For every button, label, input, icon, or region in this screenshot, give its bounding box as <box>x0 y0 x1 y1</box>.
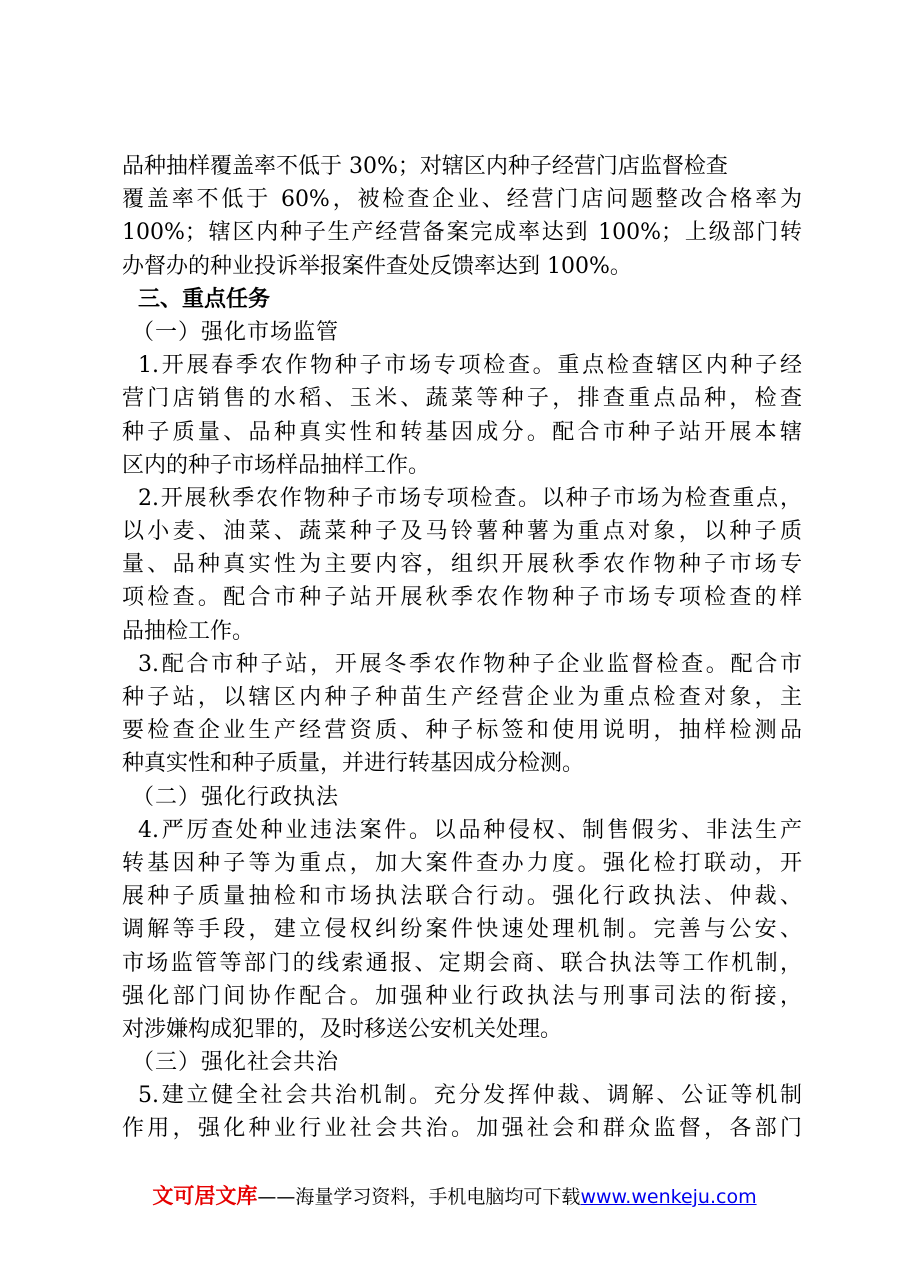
paragraph-line: 1.开展春季农作物种子市场专项检查。重点检查辖区内种子经 <box>138 353 802 379</box>
paragraph-line: 2.开展秋季农作物种子市场专项检查。以种子市场为检查重点， <box>138 485 802 511</box>
paragraph-line: 强化部门间协作配合。加强种业行政执法与刑事司法的衔接， <box>122 983 802 1009</box>
paragraph-line: 量、品种真实性为主要内容，组织开展秋季农作物种子市场专 <box>122 552 802 578</box>
paragraph-line: 以小麦、油菜、蔬菜种子及马铃薯种薯为重点对象，以种子质 <box>122 519 802 545</box>
paragraph-line: 市场监管等部门的线索通报、定期会商、联合执法等工作机制， <box>122 950 802 976</box>
paragraph-line: 品抽检工作。 <box>122 618 255 644</box>
paragraph-line: 种真实性和种子质量，并进行转基因成分检测。 <box>122 751 585 777</box>
paragraph-line: 种子站，以辖区内种子种苗生产经营企业为重点检查对象，主 <box>122 685 802 710</box>
paragraph-line: 5.建立健全社会共治机制。充分发挥仲裁、调解、公证等机制 <box>138 1083 802 1109</box>
paragraph-line: 区内的种子市场样品抽样工作。 <box>122 452 431 478</box>
paragraph-line: 调解等手段，建立侵权纠纷案件快速处理机制。完善与公安、 <box>122 917 802 943</box>
footer-tagline: ——海量学习资料，手机电脑均可下载 <box>257 1186 581 1208</box>
paragraph-line: 作用，强化种业行业社会共治。加强社会和群众监督，各部门 <box>122 1116 802 1142</box>
paragraph-line: 项检查。配合市种子站开展秋季农作物种子市场专项检查的样 <box>122 585 802 611</box>
paragraph-line: 100%；辖区内种子生产经营备案完成率达到 100%；上级部门转 <box>122 220 802 246</box>
footer-brand: 文可居文库 <box>152 1184 258 1208</box>
paragraph-line: 3.配合市种子站，开展冬季农作物种子企业监督检查。配合市 <box>138 651 802 677</box>
subsection-heading: （一）强化市场监管 <box>132 319 340 345</box>
subsection-heading: （二）强化行政执法 <box>132 784 340 810</box>
footer-link[interactable]: www.wenkeju.com <box>580 1186 757 1208</box>
paragraph-line: 办督办的种业投诉举报案件查处反馈率达到 100%。 <box>122 253 632 279</box>
paragraph-line: 种子质量、品种真实性和转基因成分。配合市种子站开展本辖 <box>122 419 802 445</box>
subsection-heading: （三）强化社会共治 <box>132 1050 340 1076</box>
document-body <box>122 150 802 1146</box>
paragraph-line: 转基因种子等为重点，加大案件查办力度。强化检打联动，开 <box>122 850 802 876</box>
paragraph-line: 4.严厉查处种业违法案件。以品种侵权、制售假劣、非法生产 <box>138 817 802 843</box>
paragraph-line: 要检查企业生产经营资质、种子标签和使用说明，抽样检测品 <box>122 718 802 744</box>
section-heading: 三、重点任务 <box>138 286 271 312</box>
paragraph-line: 品种抽样覆盖率不低于 30%；对辖区内种子经营门店监督检查 <box>122 154 728 179</box>
paragraph-line: 营门店销售的水稻、玉米、蔬菜等种子，排查重点品种，检查 <box>122 386 802 412</box>
page-footer <box>0 1183 909 1210</box>
paragraph-line: 展种子质量抽检和市场执法联合行动。强化行政执法、仲裁、 <box>122 884 802 910</box>
paragraph-line: 覆盖率不低于 60%，被检查企业、经营门店问题整改合格率为 <box>122 187 802 213</box>
paragraph-line: 对涉嫌构成犯罪的，及时移送公安机关处理。 <box>122 1016 563 1042</box>
